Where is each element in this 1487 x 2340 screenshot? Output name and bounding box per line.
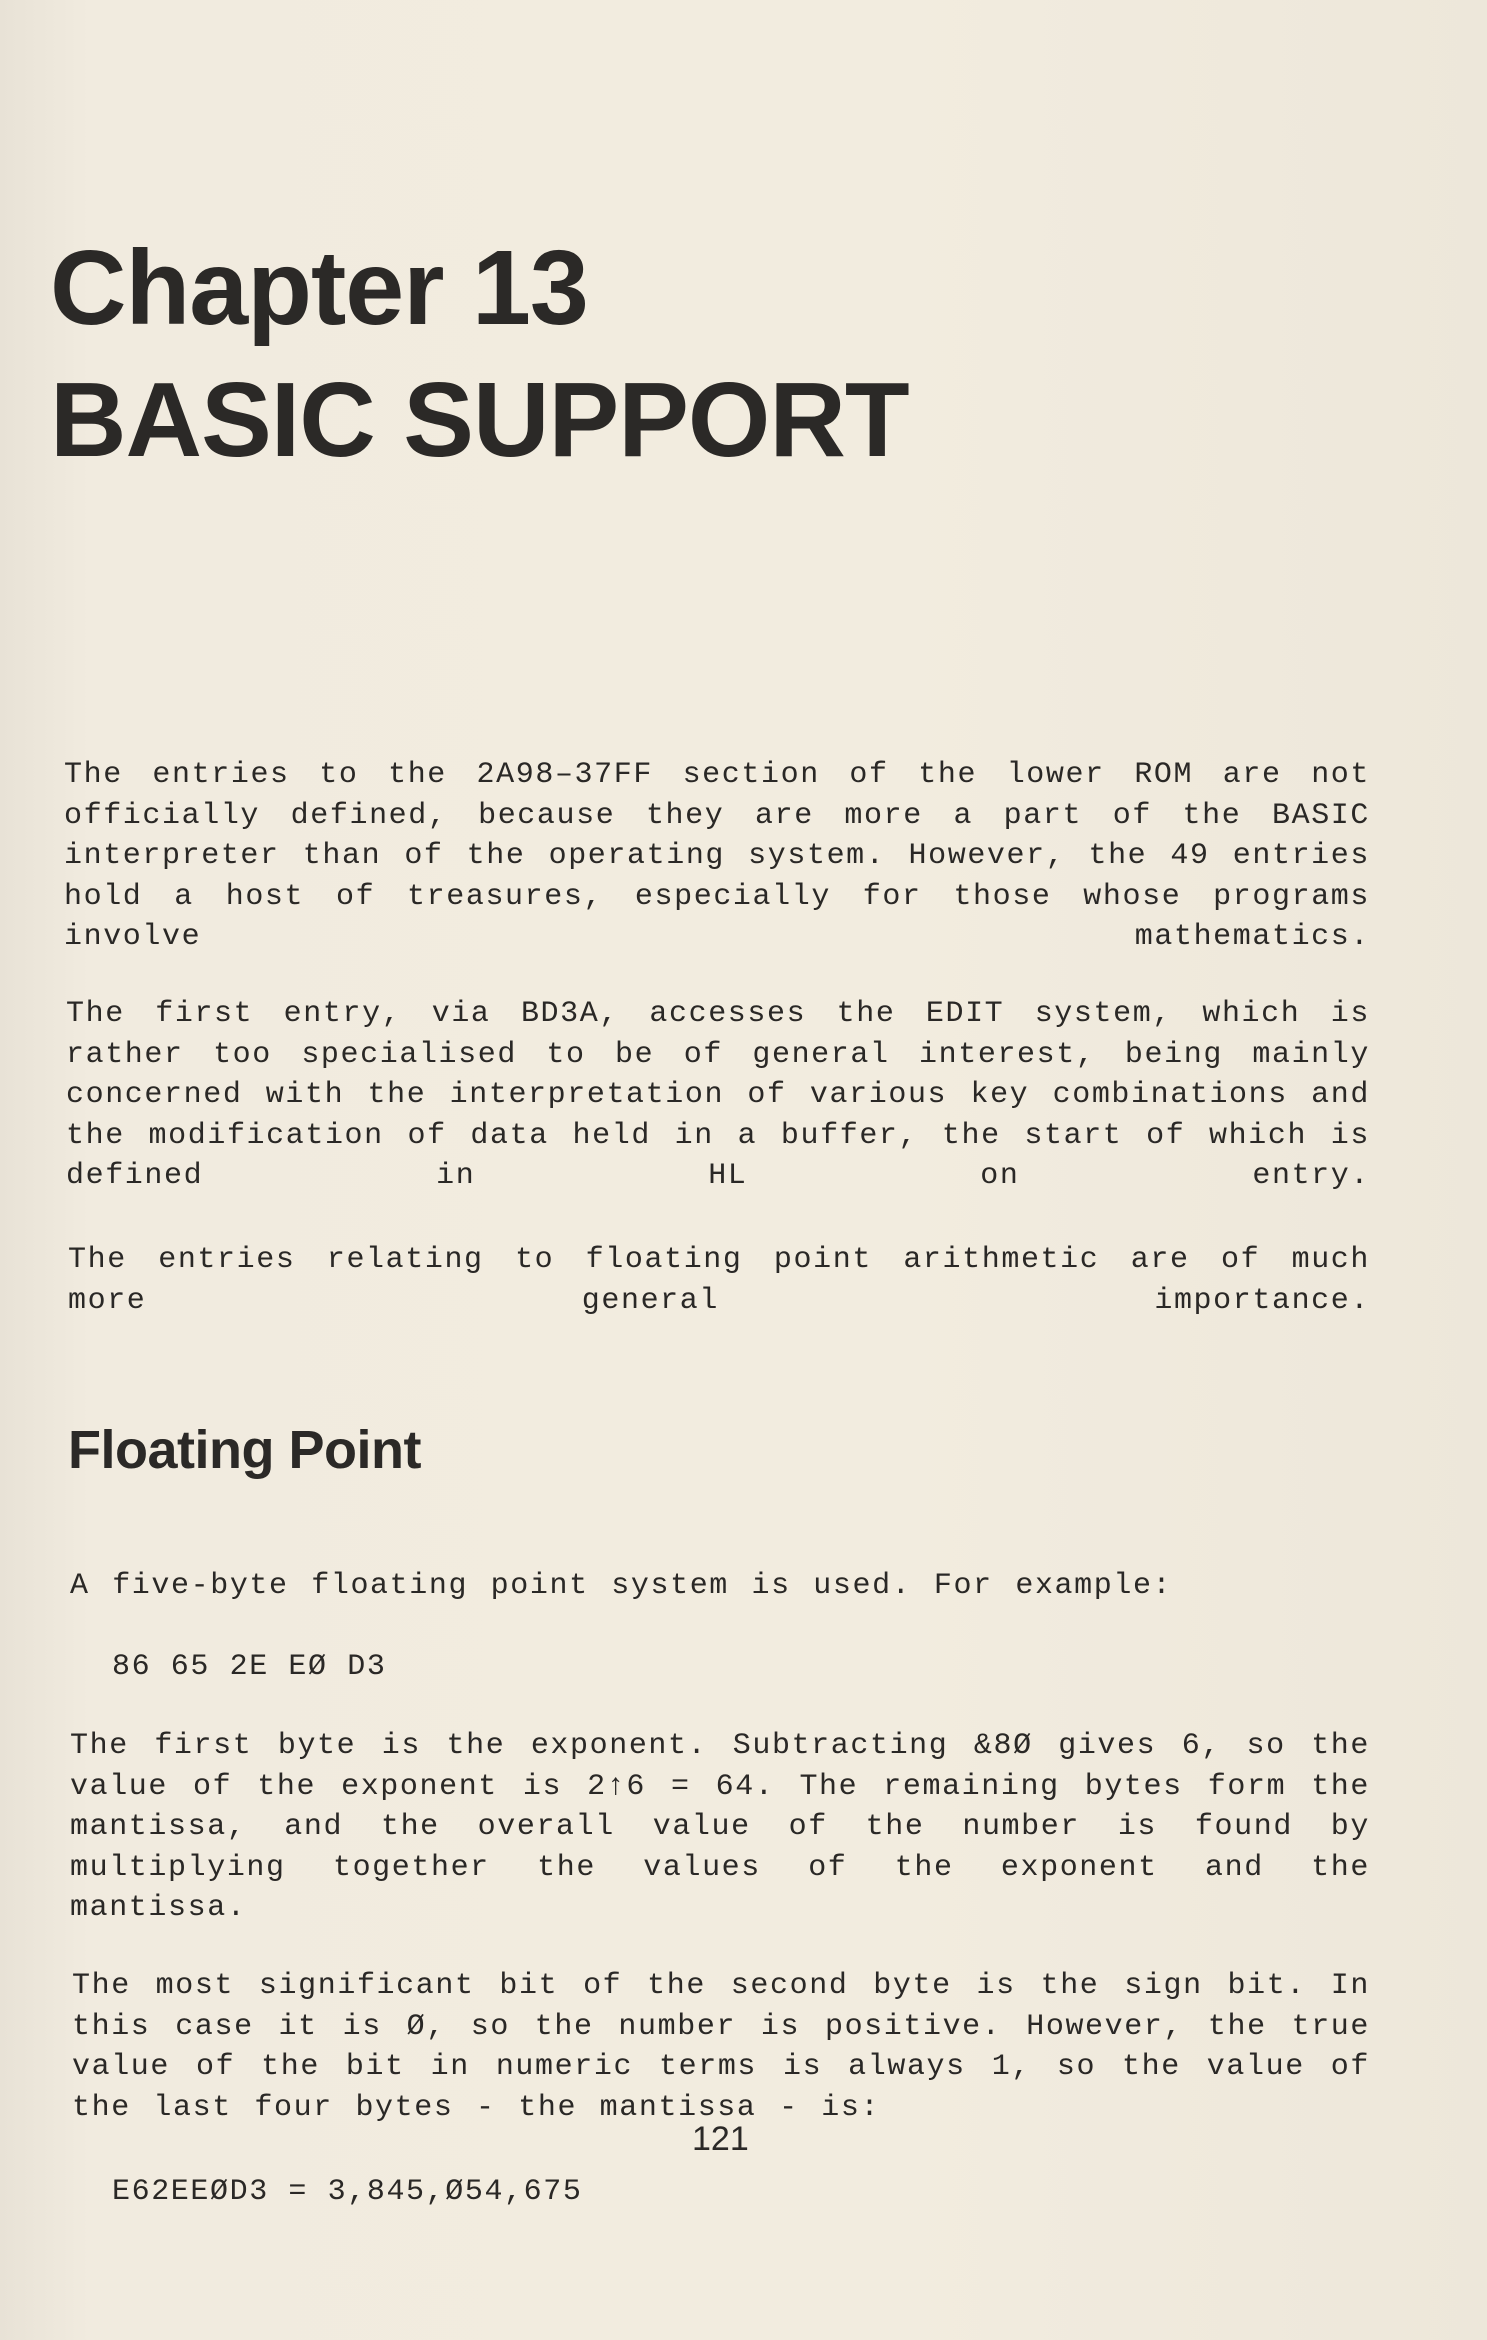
- section-heading-floating-point: Floating Point: [68, 1420, 421, 1480]
- intro-paragraph-1: The entries to the 2A98–37FF section of the lower ROM are not officially defined, because they are more a part of the BASIC interpreter than of the operating system. However, the 49 entries hold a host of treasures, especially for those whose programs involve mathematics.: [64, 758, 1370, 954]
- chapter-name: BASIC SUPPORT: [50, 361, 909, 479]
- intro-paragraph-3: The entries relating to floating point arithmetic are of much more general importance.: [68, 1243, 1370, 1318]
- page-number: 121: [692, 2120, 749, 2158]
- mantissa-equation: E62EEØD3 = 3,845,Ø54,675: [112, 2175, 583, 2209]
- chapter-title: [50, 222, 909, 486]
- chapter-number: Chapter 13: [50, 229, 588, 347]
- floating-point-paragraph-3: The most significant bit of the second byte is the sign bit. In this case it is Ø, so the number is positive. However, the true value of the bit in numeric terms is always 1, so the value of the last four bytes - the mantissa - is:: [72, 1969, 1370, 2125]
- floating-point-paragraph-2: The first byte is the exponent. Subtracting &8Ø gives 6, so the value of the exponent is 2↑6 = 64. The remaining bytes form the mantissa, and the overall value of the number is found by multiplying together the values of the exponent and the mantissa.: [70, 1729, 1370, 1925]
- intro-paragraph-2: The first entry, via BD3A, accesses the EDIT system, which is rather too specialised to be of general interest, being mainly concerned with the interpretation of various key combinations and the modification of data held in a buffer, the start of which is defined in HL on entry.: [66, 997, 1370, 1193]
- floating-point-paragraph-1: A five-byte floating point system is used. For example:: [70, 1569, 1173, 1603]
- floating-point-example: 86 65 2E EØ D3: [112, 1650, 387, 1684]
